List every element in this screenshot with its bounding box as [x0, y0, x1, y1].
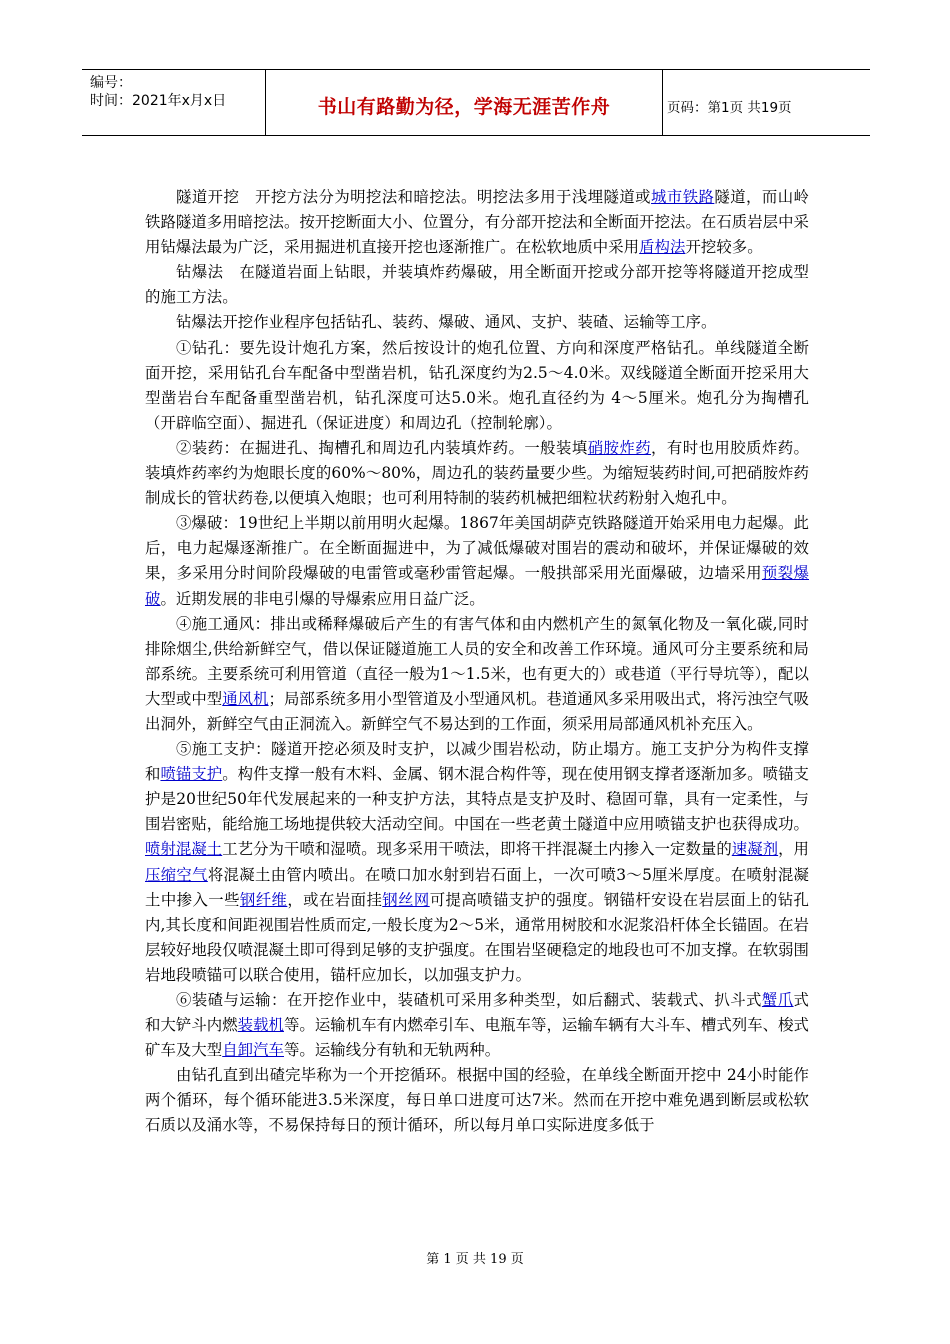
text-run: ，用 [778, 840, 809, 859]
doc-number-label: 编号： [90, 75, 132, 91]
text-run: 可提高喷锚支护的强度。钢锚杆安设在岩层面上的钻孔内,其长度和间距视围岩性质而定,一般长度为2～5米，通常用树胶和水泥浆沿杆体全长锚固。在岩层较好地段仅喷混凝土即可得到足够的支护强度。在围岩坚硬稳定的地段也可不加支撑。在软弱围岩地段喷锚可以联合使用，锚杆应加长，以加强支护力。 [145, 890, 809, 984]
text-run: ，有时也用胶质炸药。装填炸药率约为炮眼长度的60%～80%，周边孔的装药量要少些。为缩短装药时间,可把硝胺炸药制成长的管状药卷,以便填入炮眼；也可利用特制的装药机械把细粒状药粉射入炮孔中。 [145, 438, 809, 508]
inline-link[interactable]: 钢纤维 [239, 890, 288, 909]
inline-link[interactable]: 蟹爪 [761, 991, 794, 1009]
inline-link[interactable]: 预裂爆破 [145, 564, 809, 608]
text-run: ；局部系统多用小型管道及小型通风机。巷道通风多采用吸出式，将污浊空气吸出洞外，新鲜空气由正洞流入。新鲜空气不易达到的工作面，须采用局部通风机补充压入。 [145, 689, 809, 733]
text-run: 将混凝土由管内喷出。在喷口加水射到岩石面上，一次可喷3～5厘米厚度。在喷射混凝土中掺入一些 [145, 865, 809, 909]
text-run: 式和大铲斗内燃 [145, 991, 809, 1035]
paragraph [145, 336, 809, 436]
text-run: 隧道开挖 开挖方法分为明挖法和暗挖法。明挖法多用于浅埋隧道或 [176, 188, 652, 206]
text-run: ①钻孔：要先设计炮孔方案，然后按设计的炮孔位置、方向和深度严格钻孔。单线隧道全断面开挖，采用钻孔台车配备中型凿岩机，钻孔深度约为2.5～4.0米。双线隧道全断面开挖采用大型凿岩台车配备重型凿岩机，钻孔深度可达5.0米。炮孔直径约为 4～5厘米。炮孔分为掏槽孔（开辟临空面）、掘进孔（保证进度）和周边孔（控制轮廓）。 [145, 338, 809, 432]
header-motto-cell [266, 70, 663, 135]
motto: 书山有路勤为径，学海无涯苦作舟 [317, 96, 611, 118]
inline-link[interactable]: 喷射混凝土 [145, 840, 223, 859]
inline-link[interactable]: 盾构法 [639, 238, 686, 257]
header-meta [82, 70, 266, 135]
inline-link[interactable]: 速凝剂 [731, 840, 779, 859]
text-run: 由钻孔直到出碴完毕称为一个开挖循环。根据中国的经验，在单线全断面开挖中 24小时能作两个循环，每个循环能进3.5米深度，每日单口进度可达7米。然而在开挖中难免遇到断层或松软石质以及涌水等，不易保持每日的预计循环，所以每月单口实际进度多低于 [145, 1066, 809, 1135]
inline-link[interactable]: 钢丝网 [382, 890, 430, 909]
text-run: 。构件支撑一般有木料、金属、钢木混合构件等，现在使用钢支撑者逐渐加多。喷锚支护是20世纪50年代发展起来的一种支护方法，其特点是支护及时、稳固可靠，具有一定柔性，与围岩密贴，能给施工场地提供较大活动空间。中国在一些老黄土隧道中应用喷锚支护也获得成功。 [145, 765, 809, 834]
inline-link[interactable]: 喷锚支护 [160, 765, 223, 784]
paragraph [145, 436, 809, 511]
paragraph [145, 185, 809, 260]
text-run: ⑥装碴与运输：在开挖作业中，装碴机可采用多种类型，如后翻式、装载式、扒斗式 [176, 991, 762, 1009]
header-page-cell [663, 70, 870, 135]
text-run: ④施工通风：排出或稀释爆破后产生的有害气体和由内燃机产生的氮氧化物及一氧化碳,同时排除烟尘,供给新鲜空气，借以保证隧道施工人员的安全和改善工作环境。通风可分主要系统和局部系统。主要系统可利用管道（直径一般为1～1.5米，也有更大的）或巷道（平行导坑等），配以大型或中型 [145, 614, 809, 708]
page-number-label: 页码：第1页 共19页 [667, 100, 792, 116]
text-run: ②装药：在掘进孔、掏槽孔和周边孔内装填炸药。一般装填 [176, 438, 588, 457]
paragraph [145, 260, 809, 310]
paragraph [145, 612, 809, 737]
paragraph [145, 737, 809, 988]
paragraph [145, 1063, 809, 1138]
text-run: ，或在岩面挂 [287, 890, 383, 909]
document-body [145, 185, 809, 1139]
paragraph [145, 511, 809, 611]
inline-link[interactable]: 压缩空气 [145, 865, 208, 884]
paragraph [145, 310, 809, 335]
inline-link[interactable]: 硝胺炸药 [587, 438, 652, 457]
text-run: 等。运输线分有轨和无轨两种。 [283, 1041, 501, 1060]
inline-link[interactable]: 装载机 [237, 1016, 284, 1035]
text-run: ③爆破：19世纪上半期以前用明火起爆。1867年美国胡萨克铁路隧道开始采用电力起爆。此后，电力起爆逐渐推广。在全断面掘进中，为了减低爆破对围岩的震动和破坏，并保证爆破的效果，多采用分时间阶段爆破的电雷管或毫秒雷管起爆。一般拱部采用光面爆破，边墙采用 [145, 514, 809, 583]
text-run: 钻爆法 在隧道岩面上钻眼，并装填炸药爆破，用全断面开挖或分部开挖等将隧道开挖成型的施工方法。 [145, 263, 809, 307]
inline-link[interactable]: 自卸汽车 [222, 1041, 284, 1060]
text-run: 工艺分为干喷和湿喷。现多采用干喷法，即将干拌混凝土内掺入一定数量的 [222, 840, 732, 859]
inline-link[interactable]: 通风机 [222, 689, 269, 708]
text-run: 钻爆法开挖作业程序包括钻孔、装药、爆破、通风、支护、装碴、运输等工序。 [176, 313, 717, 332]
page-footer: 第 1 页 共 19 页 [426, 1252, 524, 1267]
text-run: 。近期发展的非电引爆的导爆索应用日益广泛。 [160, 589, 485, 608]
text-run: 隧道，而山岭铁路隧道多用暗挖法。按开挖断面大小、位置分，有分部开挖法和全断面开挖法。在石质岩层中采用钻爆法最为广泛，采用掘进机直接开挖也逐渐推广。在松软地质中采用 [145, 188, 809, 257]
page-header [82, 69, 870, 136]
inline-link[interactable]: 城市铁路 [651, 188, 715, 206]
date-label: 时间：2021年x月x日 [90, 93, 227, 109]
text-run: 开挖较多。 [685, 238, 763, 257]
paragraph [145, 988, 809, 1063]
text-run: ⑤施工支护：隧道开挖必须及时支护，以减少围岩松动，防止塌方。施工支护分为构件支撑和 [145, 740, 809, 784]
text-run: 等。运输机车有内燃牵引车、电瓶车等，运输车辆有大斗车、槽式列车、梭式矿车及大型 [145, 1016, 809, 1060]
